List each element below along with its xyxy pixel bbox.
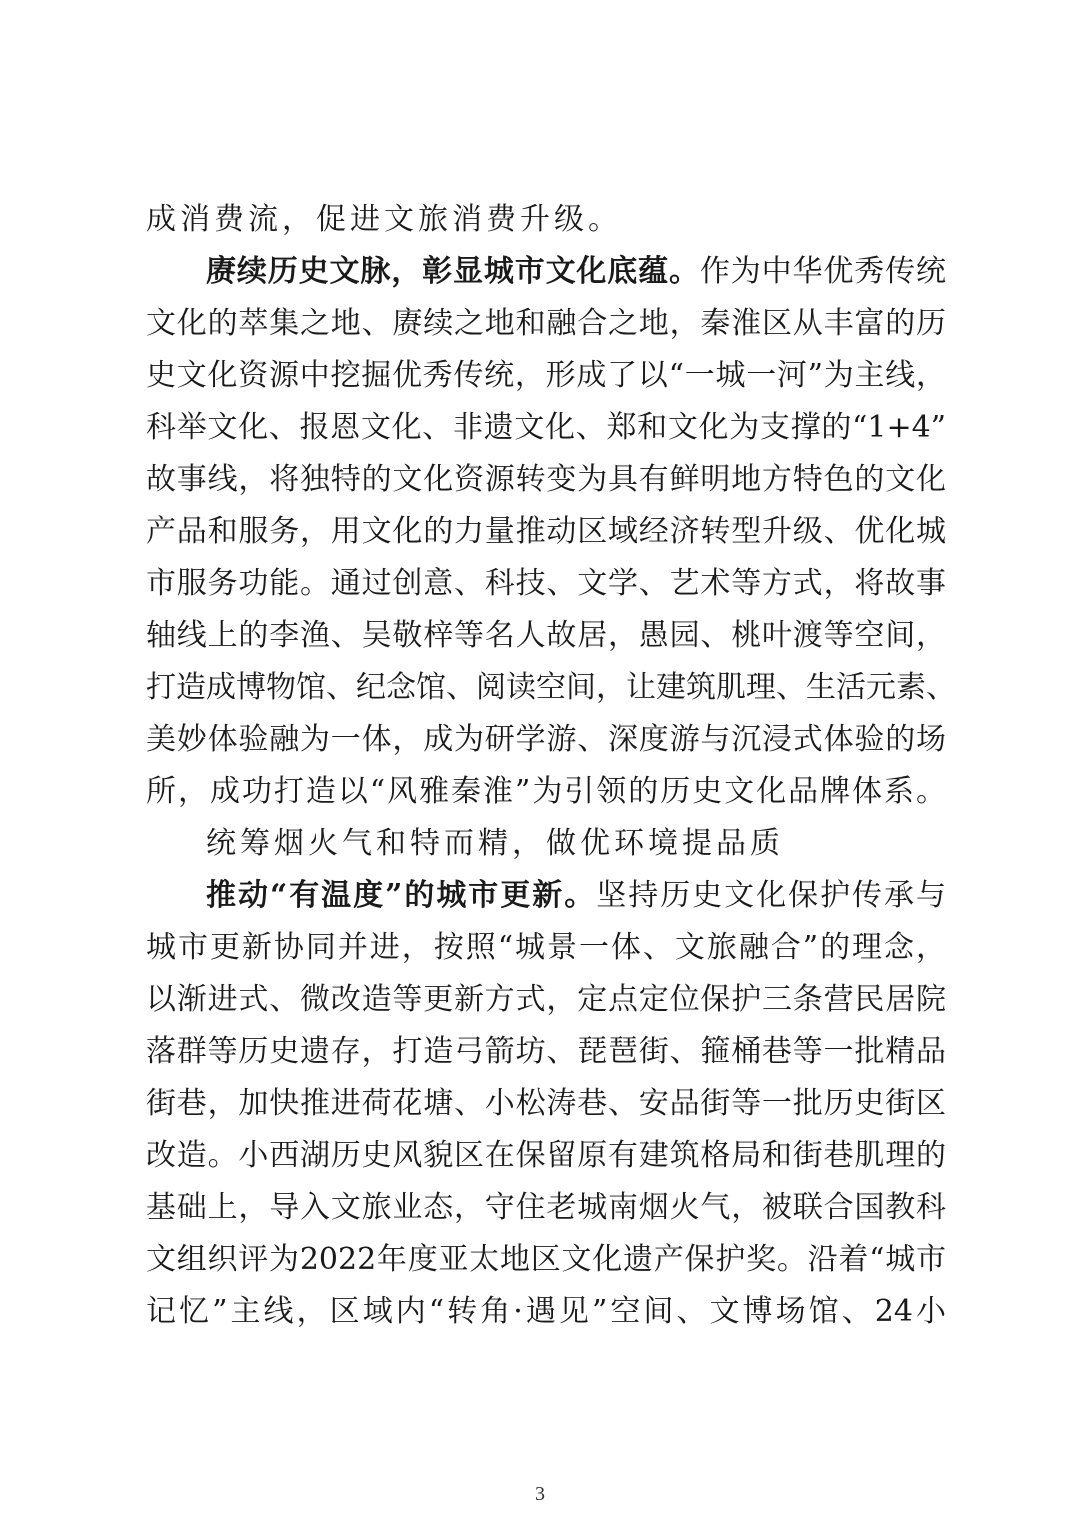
paragraph-line: 文组织评为2022年度亚太地区文化遗产保护奖。沿着“城市 [146, 1242, 946, 1277]
paragraph-line: 史文化资源中挖掘优秀传统，形成了以“一城一河”为主线， [146, 358, 946, 393]
paragraph-line: 所，成功打造以“风雅秦淮”为引领的历史文化品牌体系。 [146, 774, 946, 809]
paragraph-text: 坚持历史文化保护传承与 [596, 878, 947, 913]
paragraph-line: 文化的萃集之地、赓续之地和融合之地，秦淮区从丰富的历 [146, 306, 946, 341]
paragraph-line: 打造成博物馆、纪念馆、阅读空间，让建筑肌理、生活元素、 [146, 670, 956, 705]
paragraph-line [206, 876, 946, 916]
page-number: 3 [535, 1483, 545, 1505]
paragraph-line: 轴线上的李渔、吴敬梓等名人故居，愚园、桃叶渡等空间， [146, 618, 946, 653]
section-subheading: 统筹烟火气和特而精，做优环境提品质 [206, 826, 784, 861]
paragraph-line: 以渐进式、微改造等更新方式，定点定位保护三条营民居院 [146, 982, 946, 1017]
paragraph-line: 美妙体验融为一体，成为研学游、深度游与沉浸式体验的场 [146, 722, 946, 757]
paragraph-text: 作为中华优秀传统 [699, 254, 947, 289]
paragraph-line: 街巷，加快推进荷花塘、小松涛巷、安品街等一批历史街区 [146, 1086, 946, 1121]
paragraph-line: 产品和服务，用文化的力量推动区域经济转型升级、优化城 [146, 514, 946, 549]
paragraph-line: 故事线，将独特的文化资源转变为具有鲜明地方特色的文化 [146, 462, 946, 497]
paragraph-line: 改造。小西湖历史风貌区在保留原有建筑格局和街巷肌理的 [146, 1138, 946, 1173]
paragraph-line: 成消费流，促进文旅消费升级。 [146, 202, 622, 237]
paragraph-line: 记忆”主线，区域内“转角·遇见”空间、文博场馆、24小 [146, 1294, 946, 1329]
paragraph-line: 城市更新协同并进，按照“城景一体、文旅融合”的理念， [146, 930, 946, 965]
paragraph-line: 基础上，导入文旅业态，守住老城南烟火气，被联合国教科 [146, 1190, 946, 1225]
paragraph-line: 落群等历史遗存，打造弓箭坊、琵琶街、箍桶巷等一批精品 [146, 1034, 946, 1069]
paragraph-line: 市服务功能。通过创意、科技、文学、艺术等方式，将故事 [146, 566, 946, 601]
paragraph-line [206, 252, 946, 292]
paragraph-lead-heading: 赓续历史文脉，彰显城市文化底蕴。 [206, 254, 700, 289]
paragraph-line: 科举文化、报恩文化、非遗文化、郑和文化为支撑的“1+4” [146, 410, 946, 445]
paragraph-lead-heading: 推动“有温度”的城市更新。 [206, 878, 597, 913]
